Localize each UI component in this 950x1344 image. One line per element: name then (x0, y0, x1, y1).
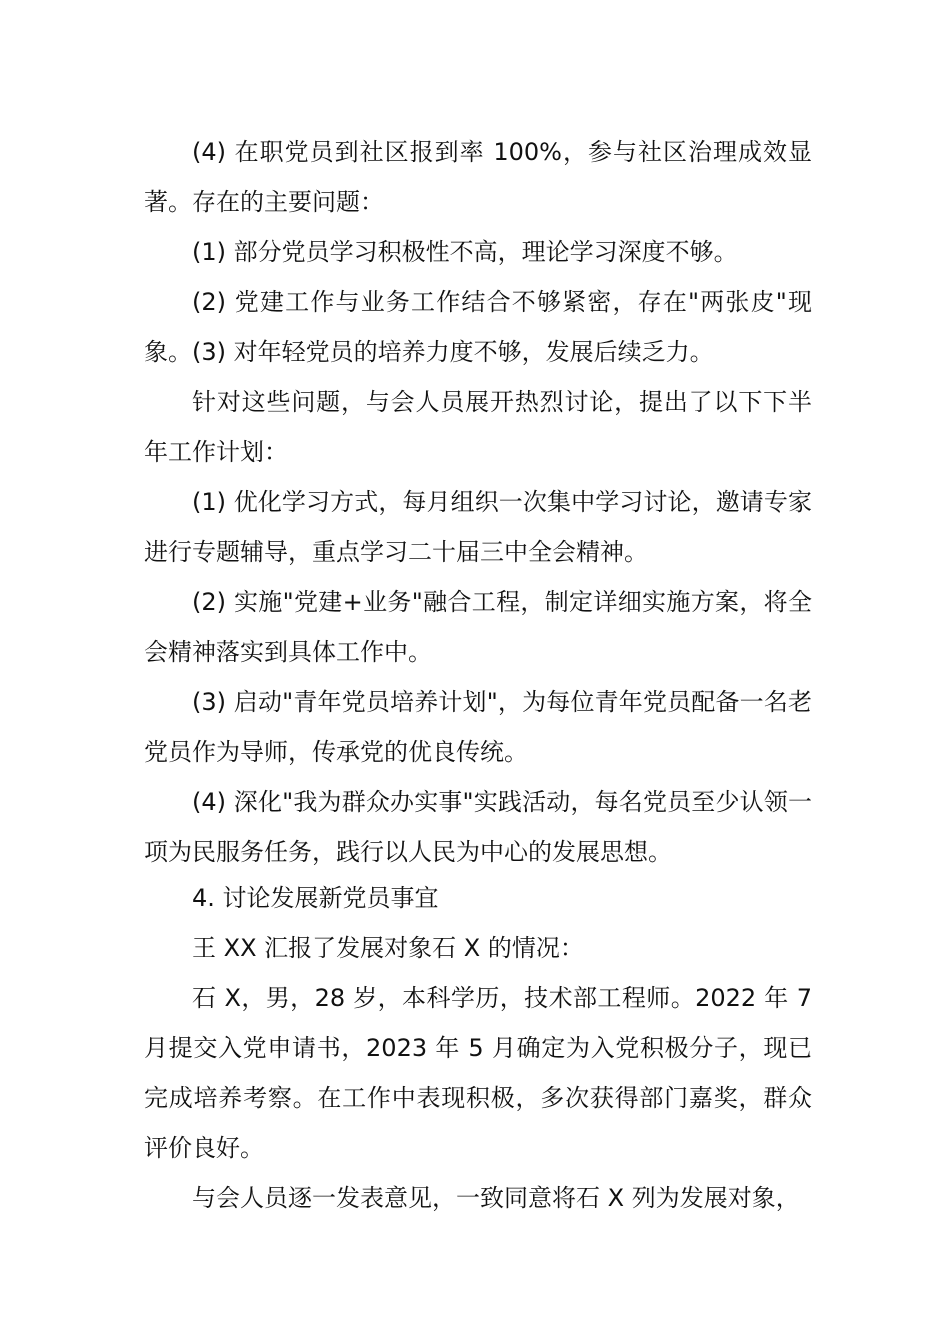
paragraph-main-problems-heading: 存在的主要问题： (192, 188, 384, 216)
paragraph-plan-2: (2) 实施"党建+业务"融合工程，制定详细实施方案，将全会精神落实到具体工作中。 (144, 588, 812, 666)
paragraph-plan-3: (3) 启动"青年党员培养计划"，为每位青年党员配备一名老党员作为导师，传承党的优良传统。 (144, 688, 812, 766)
paragraph-community-report-rate: (4) 在职党员到社区报到率 100%，参与社区治理成效显著。 (144, 138, 812, 216)
paragraph-problem-2: (2) 党建工作与业务工作结合不够紧密，存在"两张皮"现象。 (144, 288, 812, 366)
section-heading-new-members: 4. 讨论发展新党员事宜 (192, 884, 439, 912)
paragraph-meeting-opinion: 与会人员逐一发表意见，一致同意将石 X 列为发展对象， (192, 1184, 800, 1212)
paragraph-plan-1: (1) 优化学习方式，每月组织一次集中学习讨论，邀请专家进行专题辅导，重点学习二十届三中全会精神。 (144, 488, 812, 566)
paragraph-report-intro: 王 XX 汇报了发展对象石 X 的情况： (192, 934, 584, 962)
paragraph-problem-3: (3) 对年轻党员的培养力度不够，发展后续乏力。 (192, 338, 714, 366)
paragraph-problem-1: (1) 部分党员学习积极性不高，理论学习深度不够。 (192, 238, 738, 266)
paragraph-plan-intro: 针对这些问题，与会人员展开热烈讨论，提出了以下下半年工作计划： (144, 388, 812, 466)
paragraph-plan-4: (4) 深化"我为群众办实事"实践活动，每名党员至少认领一项为民服务任务，践行以人民为中心的发展思想。 (144, 788, 812, 866)
paragraph-candidate-profile: 石 X，男，28 岁，本科学历，技术部工程师。2022 年 7 月提交入党申请书，2023 年 5 月确定为入党积极分子，现已完成培养考察。在工作中表现积极，多次获得部门嘉奖，群众评价良好。 (144, 984, 812, 1162)
